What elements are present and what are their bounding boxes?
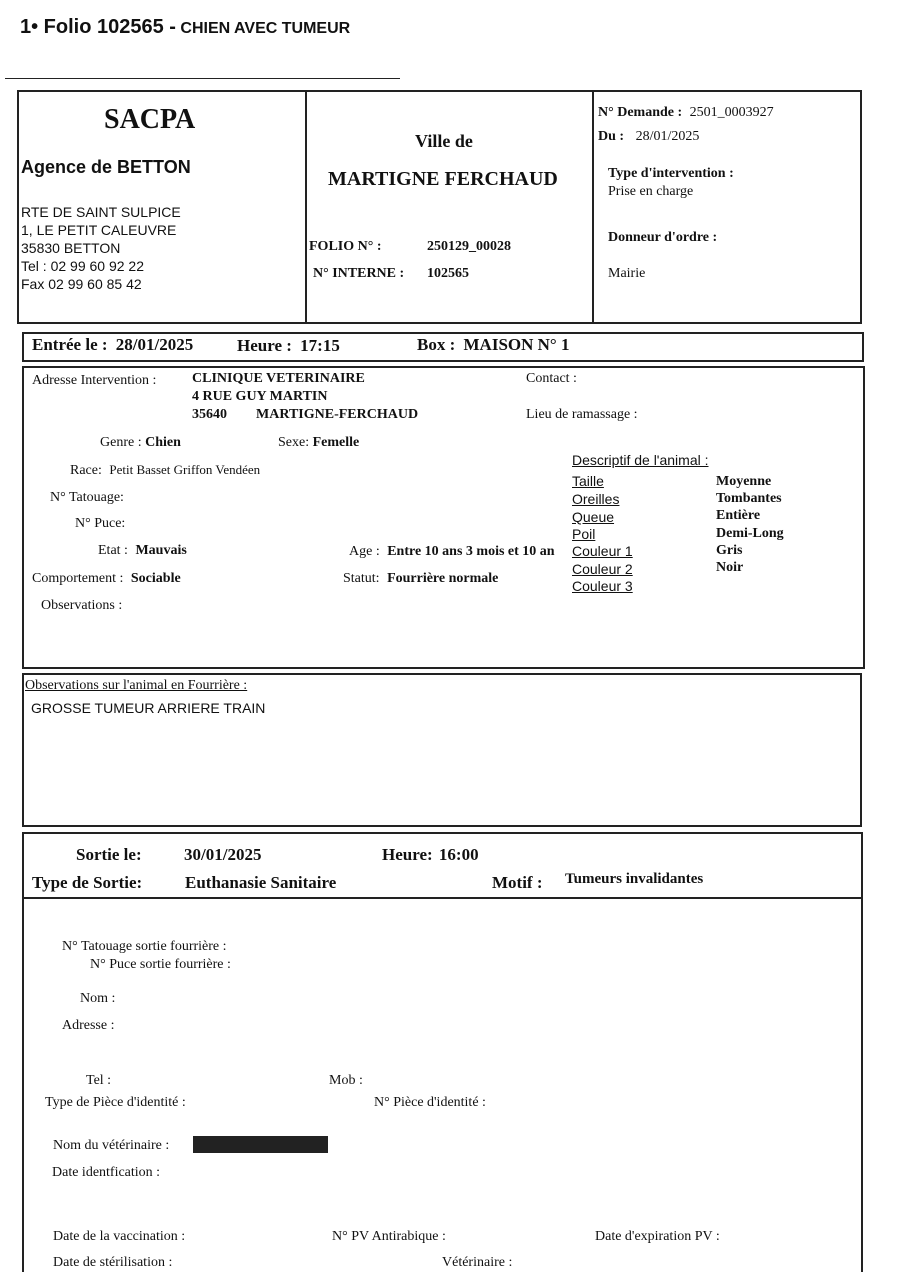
comportement-label: Comportement : xyxy=(32,571,124,586)
interne-value: 102565 xyxy=(427,266,469,281)
mob-label: Mob : xyxy=(329,1073,363,1088)
ville-name: MARTIGNE FERCHAUD xyxy=(328,168,558,190)
descriptif-label-poil: Poil xyxy=(572,526,596,542)
box-row xyxy=(417,335,569,355)
descriptif-label-couleur1: Couleur 1 xyxy=(572,543,633,559)
adresse-line-2: 4 RUE GUY MARTIN xyxy=(192,389,328,404)
ville-label: Ville de xyxy=(415,131,473,151)
adresse-intervention-label: Adresse Intervention : xyxy=(32,373,157,388)
folio-label: FOLIO N° : xyxy=(309,239,382,254)
page-title-suffix: CHIEN AVEC TUMEUR xyxy=(180,20,351,37)
type-sortie-value: Euthanasie Sanitaire xyxy=(185,873,337,892)
nom-label: Nom : xyxy=(80,991,116,1006)
sortie-heure-row xyxy=(382,845,479,865)
entree-value: 28/01/2025 xyxy=(115,335,194,354)
heure-row xyxy=(237,336,340,356)
agency-address-1: RTE DE SAINT SULPICE xyxy=(21,204,181,220)
date-expiration-label: Date d'expiration PV : xyxy=(595,1229,720,1244)
etat-value: Mauvais xyxy=(135,543,187,558)
type-intervention-value: Prise en charge xyxy=(608,184,694,199)
header-divider-2 xyxy=(592,92,594,322)
header-divider-1 xyxy=(305,92,307,322)
page-title-prefix: 1• Folio 102565 - xyxy=(20,16,176,38)
sortie-value: 30/01/2025 xyxy=(184,845,262,864)
veterinaire-label: Nom du vétérinaire : xyxy=(53,1138,170,1153)
date-sterilisation-label: Date de stérilisation : xyxy=(53,1255,173,1270)
pv-antirabique-label: N° PV Antirabique : xyxy=(332,1229,446,1244)
statut-value: Fourrière normale xyxy=(387,571,499,586)
tatouage-label: N° Tatouage: xyxy=(50,490,124,505)
agency-tel: Tel : 02 99 60 92 22 xyxy=(21,258,144,274)
page-title xyxy=(20,16,350,39)
veterinaire-redaction xyxy=(193,1136,328,1153)
entree-row xyxy=(32,335,193,355)
heure-value: 17:15 xyxy=(300,336,340,355)
comportement-value: Sociable xyxy=(130,571,181,586)
descriptif-label-queue: Queue xyxy=(572,509,615,525)
sortie-label: Sortie le: xyxy=(76,845,142,864)
comportement-row xyxy=(32,571,181,587)
fourriere-title: Observations sur l'animal en Fourrière : xyxy=(25,678,248,693)
date-identification-label: Date identfication : xyxy=(52,1165,161,1180)
agency-address-3: 35830 BETTON xyxy=(21,240,121,256)
etat-row xyxy=(98,543,187,559)
interne-label: N° INTERNE : xyxy=(313,266,405,281)
sortie-heure-label: Heure: xyxy=(382,845,433,864)
fourriere-box xyxy=(22,673,862,827)
descriptif-value-taille: Moyenne xyxy=(716,474,772,489)
agency-address-2: 1, LE PETIT CALEUVRE xyxy=(21,222,177,238)
box-value: MAISON N° 1 xyxy=(463,335,570,354)
type-piece-label: Type de Pièce d'identité : xyxy=(45,1095,186,1110)
sortie-heure-value: 16:00 xyxy=(438,845,479,864)
sexe-row xyxy=(278,435,359,451)
tel-label: Tel : xyxy=(86,1073,112,1088)
agency-name: Agence de BETTON xyxy=(21,157,191,177)
age-label: Age : xyxy=(349,544,380,559)
fourriere-text: GROSSE TUMEUR ARRIERE TRAIN xyxy=(31,700,266,716)
num-piece-label: N° Pièce d'identité : xyxy=(374,1095,486,1110)
contact-label: Contact : xyxy=(526,371,577,386)
motif-value: Tumeurs invalidantes xyxy=(565,871,704,887)
age-row xyxy=(349,544,571,560)
descriptif-value-queue: Entière xyxy=(716,508,761,523)
tatouage-sortie-label: N° Tatouage sortie fourrière : xyxy=(62,939,227,954)
company-name: SACPA xyxy=(104,104,196,135)
sortie-divider xyxy=(24,897,862,899)
race-value: Petit Basset Griffon Vendéen xyxy=(109,462,261,477)
veterinaire2-label: Vétérinaire : xyxy=(442,1255,513,1270)
observations-label: Observations : xyxy=(41,598,123,613)
descriptif-title: Descriptif de l'animal : xyxy=(572,452,709,468)
statut-label: Statut: xyxy=(343,571,380,586)
puce-label: N° Puce: xyxy=(75,516,126,531)
agency-fax: Fax 02 99 60 85 42 xyxy=(21,276,142,292)
heure-label: Heure : xyxy=(237,336,292,355)
sexe-label: Sexe: xyxy=(278,435,310,450)
descriptif-label-couleur3: Couleur 3 xyxy=(572,578,633,594)
entree-label: Entrée le : xyxy=(32,335,108,354)
descriptif-label-taille: Taille xyxy=(572,473,604,489)
date-vaccination-label: Date de la vaccination : xyxy=(53,1229,186,1244)
du-label: Du : xyxy=(598,129,625,144)
race-row xyxy=(70,462,260,479)
folio-value: 250129_00028 xyxy=(427,239,511,254)
demande-value: 2501_0003927 xyxy=(689,105,774,120)
descriptif-value-couleur1: Gris xyxy=(716,543,743,558)
race-label: Race: xyxy=(70,463,102,478)
adresse-city: MARTIGNE-FERCHAUD xyxy=(256,407,419,422)
age-value: Entre 10 ans 3 mois et 10 an xyxy=(387,544,555,559)
etat-label: Etat : xyxy=(98,543,128,558)
du-value: 28/01/2025 xyxy=(635,129,700,144)
sexe-value: Femelle xyxy=(312,435,360,450)
adresse-sortie-label: Adresse : xyxy=(62,1018,115,1033)
motif-label: Motif : xyxy=(492,873,543,892)
demande-row xyxy=(598,105,774,121)
descriptif-label-couleur2: Couleur 2 xyxy=(572,561,633,577)
adresse-line-1: CLINIQUE VETERINAIRE xyxy=(192,371,365,386)
statut-row xyxy=(343,571,498,587)
lieu-ramassage-label: Lieu de ramassage : xyxy=(526,407,638,422)
descriptif-value-couleur2: Noir xyxy=(716,560,744,575)
du-row xyxy=(598,129,699,145)
type-sortie-label: Type de Sortie: xyxy=(32,873,143,892)
demande-label: N° Demande : xyxy=(598,105,683,120)
box-label: Box : xyxy=(417,335,456,354)
adresse-cp: 35640 xyxy=(192,407,227,422)
descriptif-label-oreilles: Oreilles xyxy=(572,491,620,507)
donneur-label: Donneur d'ordre : xyxy=(608,230,718,245)
donneur-value: Mairie xyxy=(608,266,646,281)
genre-row xyxy=(100,435,181,451)
descriptif-value-oreilles: Tombantes xyxy=(716,491,782,506)
genre-label: Genre : xyxy=(100,435,142,450)
top-rule xyxy=(5,78,400,79)
type-intervention-label: Type d'intervention : xyxy=(608,166,734,181)
puce-sortie-label: N° Puce sortie fourrière : xyxy=(90,957,231,972)
descriptif-value-poil: Demi-Long xyxy=(716,526,784,541)
genre-value: Chien xyxy=(145,435,181,450)
